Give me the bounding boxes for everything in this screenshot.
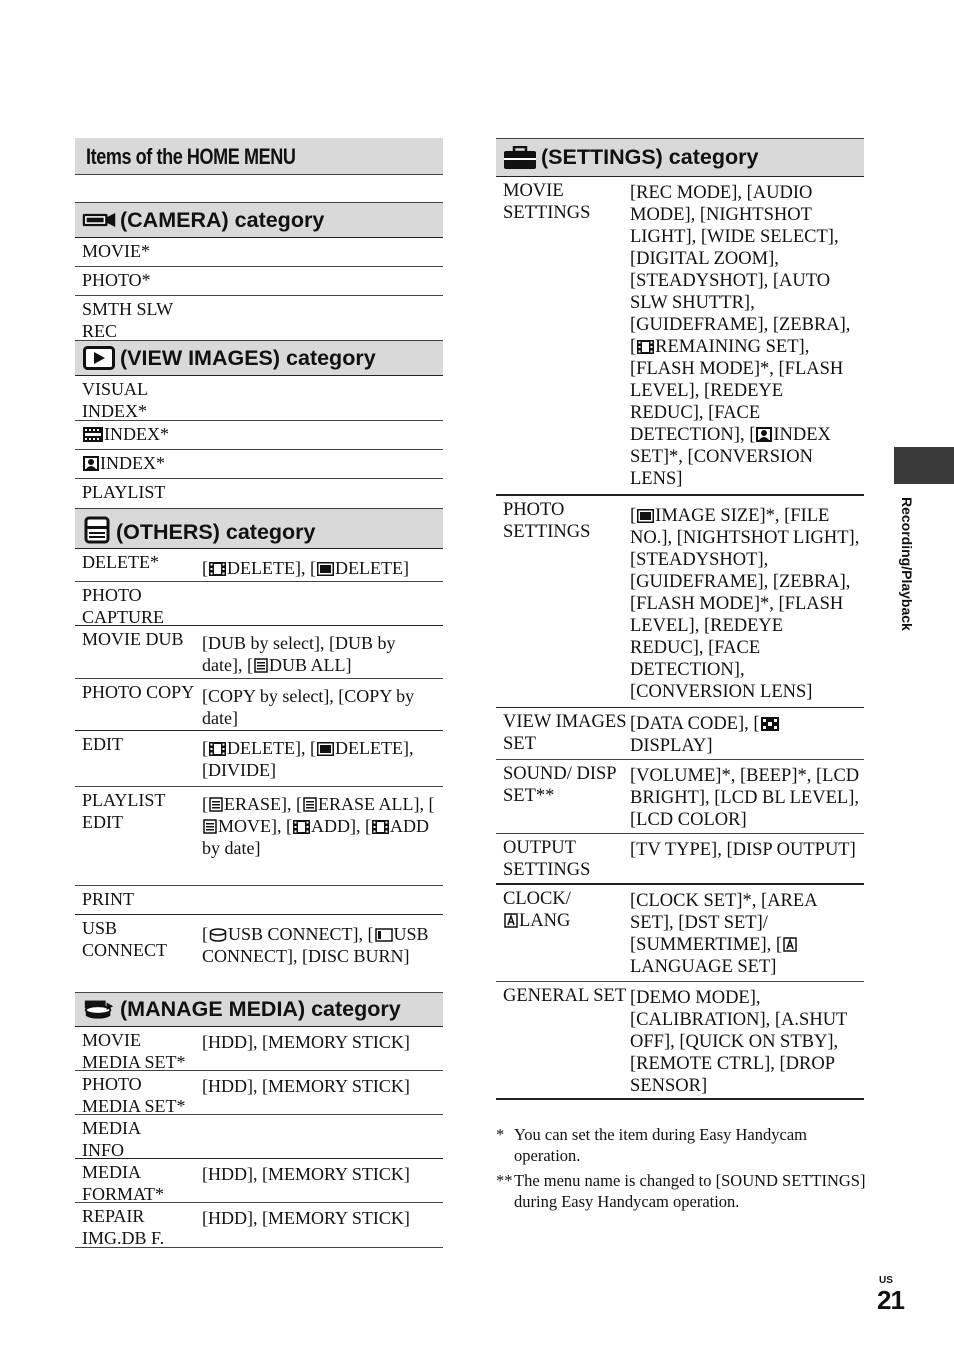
footnote: ** The menu name is changed to [SOUND SETTINGS] during Easy Handycam operation. <box>496 1171 866 1211</box>
row-label: MEDIA INFO <box>82 1118 140 1160</box>
menu-row[interactable] <box>75 1159 443 1203</box>
menu-row[interactable] <box>75 1071 443 1115</box>
manage-media-category-header <box>75 992 443 1027</box>
row-label: SOUND/ DISP SET** <box>503 764 616 806</box>
menu-row[interactable] <box>75 582 443 626</box>
playlist-icon <box>203 819 217 834</box>
row-label: VISUAL INDEX* <box>82 379 148 421</box>
row-label: INDEX* <box>100 453 165 473</box>
menu-row[interactable] <box>75 479 443 508</box>
menu-row[interactable] <box>75 787 443 886</box>
playlist-icon <box>209 797 223 812</box>
menu-row[interactable] <box>496 760 864 834</box>
photo-icon <box>637 509 654 523</box>
row-label: MOVIE MEDIA SET* <box>82 1030 186 1072</box>
row-value: [REC MODE], [AUDIO MODE], [NIGHTSHOT LIGHT], [WIDE SELECT], [DIGITAL ZOOM], [STEADYSHOT], [AUTO SLW SHUTTR], [GUIDEFRAME], [ZEBRA], [ REMAINING SET], [FLASH MODE]*, [FLASH LEVEL], [REDEYE REDUC], [FACE DETECTION], [ INDEX SET]*, [CONVERSION LENS] <box>630 183 851 489</box>
row-value: [DATA CODE], [DISPLAY] <box>630 710 864 758</box>
row-label: PHOTO COPY <box>82 682 195 702</box>
menu-row[interactable] <box>75 679 443 731</box>
menu-row[interactable] <box>75 376 443 421</box>
film-icon <box>637 340 654 354</box>
row-value: [HDD], [MEMORY STICK] <box>202 1208 410 1228</box>
right-column <box>496 138 864 1100</box>
row-label: MOVIE SETTINGS <box>503 181 591 223</box>
row-label: INDEX* <box>104 424 169 444</box>
film-icon <box>209 562 226 576</box>
camera-icon <box>82 208 116 232</box>
menu-row[interactable] <box>496 982 864 1100</box>
row-label: MOVIE DUB <box>82 629 184 649</box>
row-value: [HDD], [MEMORY STICK] <box>202 1032 410 1052</box>
menu-row[interactable] <box>75 626 443 679</box>
menu-row[interactable] <box>496 496 864 708</box>
row-label: PLAYLIST <box>82 482 166 502</box>
row-value: [ ERASE], [ ERASE ALL], [MOVE], [ ADD], [ ADD by date] <box>202 794 435 858</box>
menu-row[interactable] <box>75 421 443 450</box>
side-tab-marker <box>894 447 954 484</box>
region-code: US <box>879 1275 893 1286</box>
film-icon <box>293 820 310 834</box>
menu-row[interactable] <box>496 177 864 496</box>
photo-icon <box>317 742 334 756</box>
row-label: PLAYLIST EDIT <box>82 790 166 832</box>
footnote: * You can set the item during Easy Handycam operation. <box>496 1125 807 1165</box>
face-index-icon <box>83 456 99 471</box>
settings-category-header <box>496 138 864 177</box>
row-label: PHOTO MEDIA SET* <box>82 1074 186 1116</box>
left-column <box>75 138 443 1248</box>
settings-category-title: (SETTINGS) category <box>541 145 759 169</box>
row-label: MEDIA FORMAT* <box>82 1162 165 1204</box>
menu-row[interactable] <box>75 450 443 479</box>
row-value: [DEMO MODE], [CALIBRATION], [A.SHUT OFF], [QUICK ON STBY], [REMOTE CTRL], [DROP SENSOR] <box>630 988 848 1096</box>
row-value: [ DELETE], [ DELETE], [DIVIDE] <box>202 738 414 780</box>
row-label: REPAIR IMG.DB F. <box>82 1206 165 1248</box>
media-icon <box>82 998 116 1022</box>
row-value: [COPY by select], [COPY by date] <box>202 686 415 728</box>
language-icon <box>783 937 797 952</box>
menu-row[interactable] <box>75 1203 443 1248</box>
briefcase-icon <box>503 146 537 170</box>
view-images-category-header <box>75 340 443 376</box>
row-label: MOVIE* <box>82 241 150 261</box>
row-label: EDIT <box>82 734 123 754</box>
face-index-icon <box>756 427 772 442</box>
row-label: SMTH SLW REC <box>82 299 173 341</box>
play-icon <box>82 346 116 370</box>
row-label: CLOCK/ LANG <box>503 889 571 931</box>
menu-row[interactable] <box>75 549 443 582</box>
row-label: PHOTO SETTINGS <box>503 500 591 542</box>
manage-media-category-title: (MANAGE MEDIA) category <box>120 997 401 1021</box>
row-value: [ DELETE], [ DELETE] <box>202 558 409 578</box>
menu-row[interactable] <box>75 731 443 787</box>
row-label: PHOTO* <box>82 270 151 290</box>
camera-category-title: (CAMERA) category <box>120 207 325 232</box>
row-label: VIEW IMAGES SET <box>503 712 627 754</box>
film-icon <box>209 742 226 756</box>
menu-row[interactable] <box>75 238 443 267</box>
row-label: DELETE* <box>82 552 159 572</box>
view-images-category-title: (VIEW IMAGES) category <box>120 345 376 370</box>
row-label: USB CONNECT <box>82 918 167 960</box>
menu-row[interactable] <box>75 1027 443 1071</box>
memory-stick-icon <box>375 928 393 942</box>
display-icon <box>761 717 779 731</box>
row-label: PRINT <box>82 889 135 909</box>
playlist-icon <box>303 797 317 812</box>
hdd-icon <box>209 928 227 942</box>
toolbox-icon <box>82 515 112 545</box>
film-index-icon <box>83 427 103 442</box>
footnotes <box>496 1124 868 1216</box>
camera-category-header <box>75 202 443 238</box>
others-category-title: (OTHERS) category <box>116 520 316 544</box>
row-value: [HDD], [MEMORY STICK] <box>202 1076 410 1096</box>
row-value: [DUB by select], [DUB by date], [ DUB ALL] <box>202 633 396 675</box>
section-heading: Items of the HOME MENU <box>75 138 443 175</box>
row-label: OUTPUT SETTINGS <box>503 838 591 880</box>
language-icon <box>504 913 518 928</box>
page-number: 21 <box>877 1285 904 1315</box>
film-icon <box>372 820 389 834</box>
side-tab-label: Recording/Playback <box>899 497 915 631</box>
menu-row[interactable] <box>496 834 864 885</box>
menu-row[interactable] <box>75 886 443 915</box>
menu-row[interactable] <box>496 885 864 982</box>
row-value: [HDD], [MEMORY STICK] <box>202 1164 410 1184</box>
row-label: PHOTO CAPTURE <box>82 585 165 627</box>
row-value: [VOLUME]*, [BEEP]*, [LCD BRIGHT], [LCD BL LEVEL], [LCD COLOR] <box>630 766 860 830</box>
row-value: [ IMAGE SIZE]*, [FILE NO.], [NIGHTSHOT LIGHT], [STEADYSHOT], [GUIDEFRAME], [ZEBRA], [FLASH MODE]*, [FLASH LEVEL], [REDEYE REDUC], [FACE DETECTION], [CONVERSION LENS] <box>630 506 860 702</box>
row-label: GENERAL SET <box>503 986 627 1006</box>
others-category-header <box>75 508 443 549</box>
row-value: [TV TYPE], [DISP OUTPUT] <box>630 840 856 860</box>
playlist-icon <box>254 658 268 673</box>
menu-row[interactable] <box>75 296 443 340</box>
row-value: [ USB CONNECT], [ USB CONNECT], [DISC BURN] <box>202 924 429 966</box>
photo-icon <box>317 562 334 576</box>
menu-row[interactable] <box>75 915 443 992</box>
menu-row[interactable] <box>75 1115 443 1159</box>
menu-row[interactable] <box>496 708 864 760</box>
menu-row[interactable] <box>75 267 443 296</box>
row-value: [CLOCK SET]*, [AREA SET], [DST SET]/ [SUMMERTIME], [LANGUAGE SET] <box>630 891 817 977</box>
